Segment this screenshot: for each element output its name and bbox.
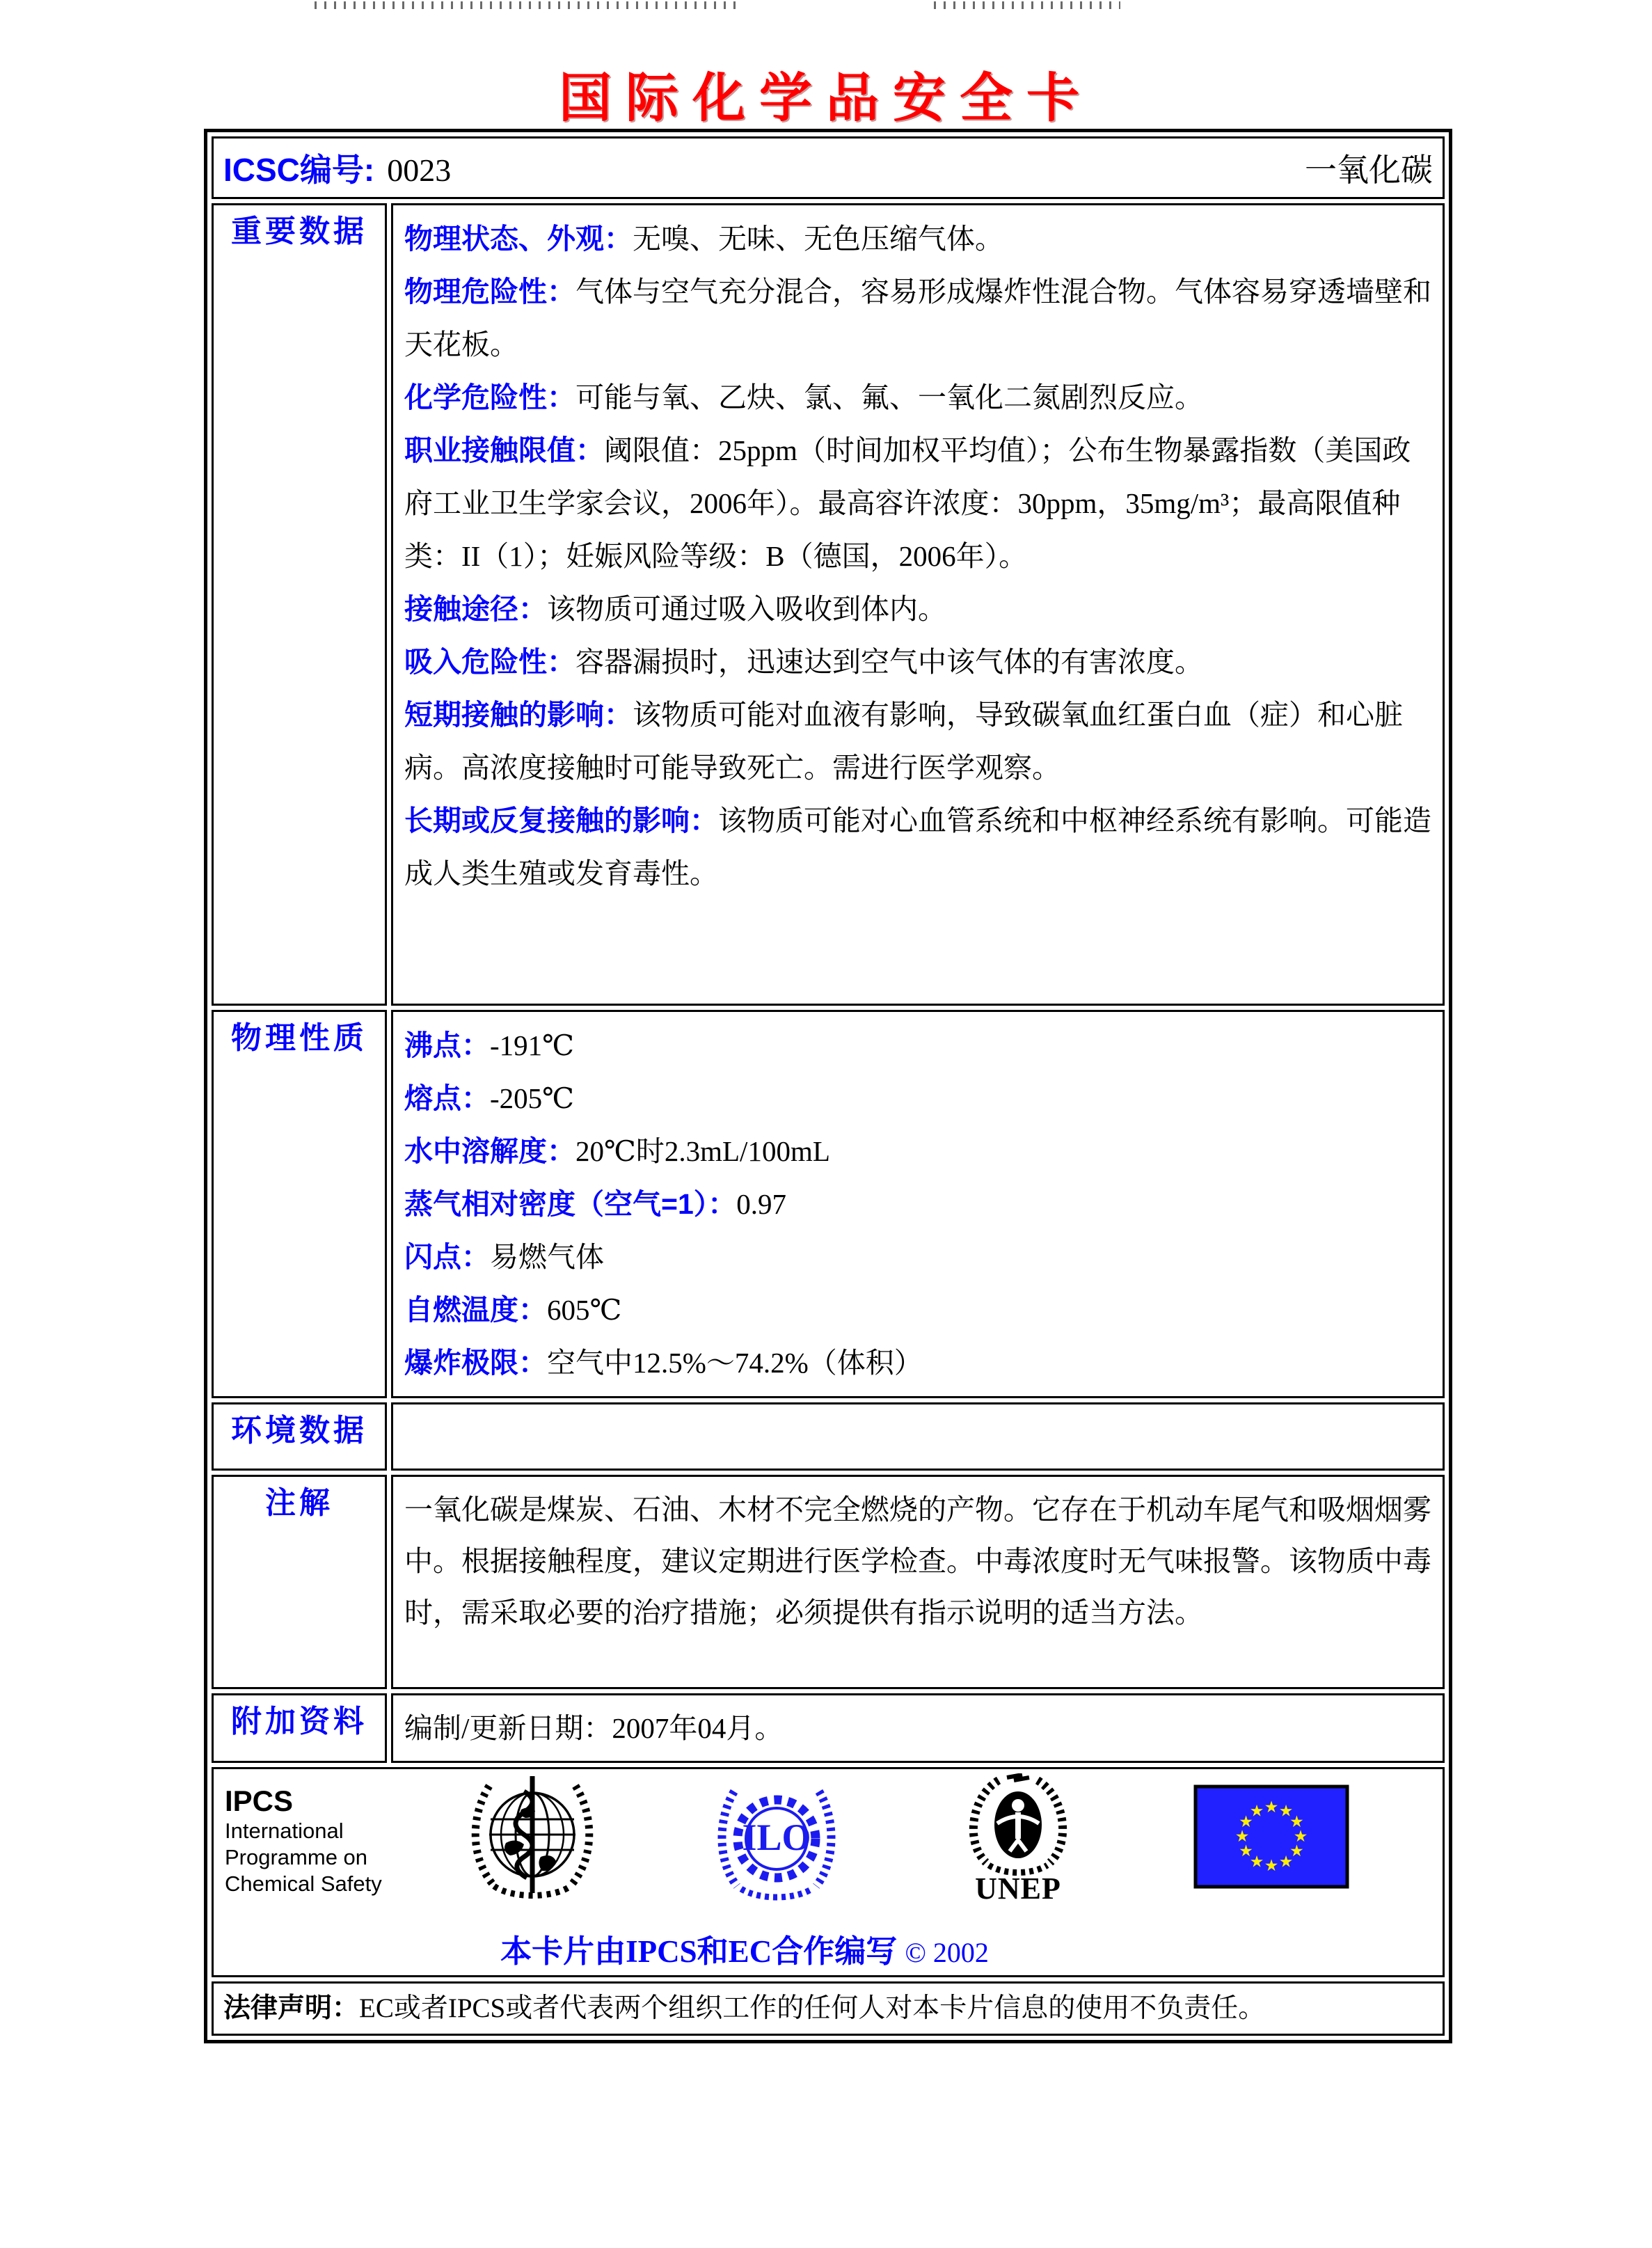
ipcs-line: Programme on [225,1845,368,1869]
data-item [404,424,1431,583]
additional-info-text: 编制/更新日期：2007年04月。 [404,1712,784,1744]
section-label-physical-properties: 物理性质 [231,1021,367,1055]
property-item [404,1125,1431,1178]
unep-logo-text: UNEP [975,1871,1061,1904]
section-label-notes: 注解 [265,1486,333,1520]
legal-label: 法律声明： [223,1993,360,2023]
data-item [404,583,1431,635]
svg-text:★: ★ [1239,1842,1253,1860]
additional-info-content [391,1693,1445,1763]
icsc-number-group [223,145,451,191]
footer-row [212,1767,1445,1977]
item-label: 爆炸极限： [404,1347,547,1379]
item-text: 20℃时2.3mL/100mL [575,1135,830,1167]
property-item [404,1019,1431,1072]
svg-text:★: ★ [1264,1798,1279,1816]
item-text: 该物质可能对血液有影响，导致碳氧血红蛋白血（症）和心脏病。高浓度接触时可能导致死亡。需进行医学观察。 [404,699,1403,784]
item-label: 水中溶解度： [404,1135,575,1167]
ipcs-text-block [225,1784,382,1897]
item-label: 接触途径： [404,593,547,625]
item-text: 可能与氧、乙炔、氯、氟、一氧化二氮剧烈反应。 [575,381,1203,413]
svg-text:★: ★ [1278,1802,1294,1821]
item-text: 605℃ [547,1294,622,1326]
item-text: 该物质可能对心血管系统和中枢神经系统有影响。可能造成人类生殖或发育毒性。 [404,805,1431,889]
data-item [404,635,1431,688]
section-label-additional-info: 附加资料 [231,1704,367,1739]
icsc-number-value: 0023 [387,152,452,188]
ilo-logo-icon [713,1776,840,1908]
item-text: 空气中12.5%～74.2%（体积） [547,1347,923,1379]
data-item [404,212,1431,265]
clipped-text-fragment [315,1,738,9]
svg-text:★: ★ [1234,1828,1250,1846]
copyright-text: © 2002 [905,1937,989,1968]
icsc-number-label: ICSC编号: [223,152,375,188]
svg-text:★: ★ [1249,1853,1264,1871]
item-text: 该物质可通过吸入吸收到体内。 [547,593,946,625]
item-label: 职业接触限值： [404,434,604,466]
legal-text: EC或者IPCS或者代表两个组织工作的任何人对本卡片信息的使用不负责任。 [359,1993,1266,2023]
environmental-data-row [212,1402,1445,1471]
svg-text:★: ★ [1239,1813,1253,1831]
property-item [404,1283,1431,1336]
svg-text:★: ★ [1278,1853,1294,1871]
item-text: -191℃ [490,1029,575,1061]
property-item [404,1336,1431,1389]
svg-text:★: ★ [1249,1802,1264,1821]
svg-text:★: ★ [1264,1857,1279,1875]
who-logo-icon [463,1773,602,1910]
item-label: 沸点： [404,1029,490,1061]
ilo-logo-text: ILO [742,1816,811,1858]
legal-row [212,1981,1445,2036]
section-label-environmental-data: 环境数据 [231,1414,367,1448]
property-item [404,1230,1431,1283]
svg-text:★: ★ [1289,1842,1304,1860]
property-item [404,1072,1431,1125]
data-item [404,688,1431,794]
item-label: 蒸气相对密度（空气=1）： [404,1188,737,1220]
important-data-row [212,203,1445,1006]
item-label: 闪点： [404,1241,490,1273]
ipcs-line: Chemical Safety [225,1871,382,1896]
item-label: 吸入危险性： [404,646,575,678]
ipcs-line: International [225,1819,344,1843]
item-label: 自燃温度： [404,1294,547,1326]
additional-info-row [212,1693,1445,1763]
item-text: 气体与空气充分混合，容易形成爆炸性混合物。气体容易穿透墙壁和天花板。 [404,276,1431,361]
item-text: 0.97 [736,1188,786,1220]
item-text: -205℃ [490,1082,575,1114]
data-item [404,371,1431,424]
item-text: 容器漏损时，迅速达到空气中该气体的有害浓度。 [575,646,1203,678]
credit-line [214,1926,1443,1971]
svg-text:★: ★ [1293,1828,1308,1846]
property-item [404,1178,1431,1230]
item-text: 无嗅、无味、无色压缩气体。 [633,223,1003,255]
svg-text:★: ★ [1289,1813,1304,1831]
section-label-important-data: 重要数据 [231,214,367,248]
item-label: 短期接触的影响： [404,699,633,731]
notes-row [212,1475,1445,1689]
item-label: 物理危险性： [404,276,575,308]
item-label: 长期或反复接触的影响： [404,805,718,837]
notes-text: 一氧化碳是煤炭、石油、木材不完全燃烧的产物。它存在于机动车尾气和吸烟烟雾中。根据接触程度，建议定期进行医学检查。中毒浓度时无气味报警。该物质中毒时，需采取必要的治疗措施；必须提供有指示说明的适当方法。 [404,1494,1431,1629]
data-item [404,265,1431,371]
item-text: 阈限值：25ppm（时间加权平均值）；公布生物暴露指数（美国政府工业卫生学家会议，2006年）。最高容许浓度：30ppm，35mg/m³；最高限值种类：II（1）；妊娠风险等级：B（德国，2006年）。 [404,434,1411,572]
eu-flag-icon [1193,1784,1349,1892]
data-item [404,794,1431,900]
page-title: 国际化学品安全卡 [559,70,1093,128]
chemical-name: 一氧化碳 [1305,152,1433,188]
environmental-data-content [391,1402,1445,1471]
card-header-row [212,136,1445,199]
credit-text: 本卡片由IPCS和EC合作编写 [500,1934,898,1969]
item-text: 易燃气体 [490,1241,604,1273]
item-label: 物理状态、外观： [404,223,633,255]
item-label: 化学危险性： [404,381,575,413]
physical-properties-content [391,1010,1445,1398]
item-label: 熔点： [404,1082,490,1114]
icsc-card-table [204,129,1452,2043]
important-data-content [391,203,1445,1006]
clipped-text-fragment [934,1,1120,9]
ipcs-acronym: IPCS [225,1784,294,1817]
notes-content [391,1475,1445,1689]
physical-properties-row [212,1010,1445,1398]
unep-logo-icon [955,1773,1081,1908]
